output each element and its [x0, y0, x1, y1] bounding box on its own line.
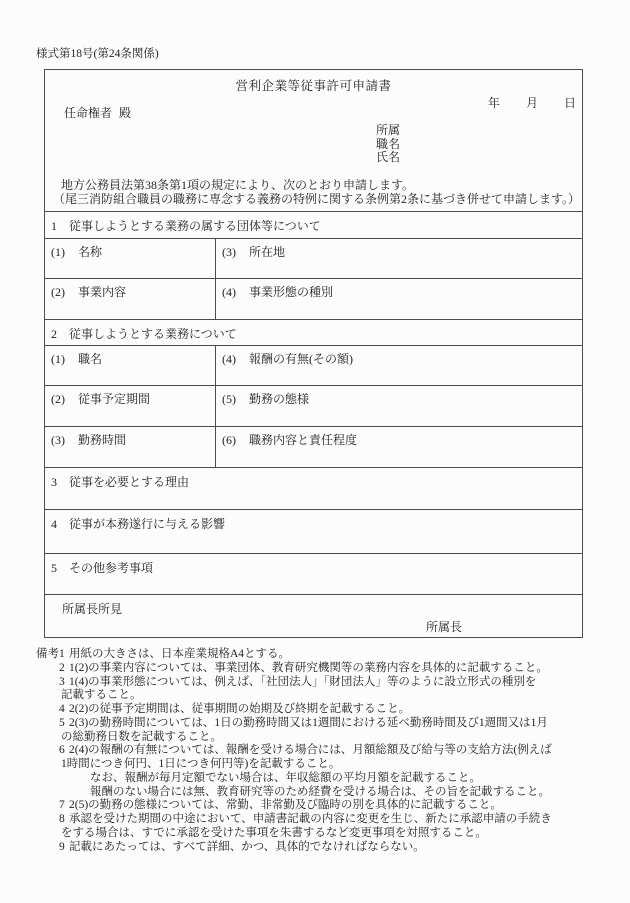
note-line: [36, 662, 622, 676]
section1-row1: [45, 238, 582, 278]
applicant-name-label: 氏名: [376, 150, 401, 164]
addressee-honorific: 殿: [119, 106, 132, 120]
date-day-label: 日: [563, 96, 576, 110]
note-line: [36, 772, 622, 786]
note-text: 1(2)の事業内容については、事業団体、教育研究機関等の業務内容を具体的に記載すること。: [69, 661, 548, 674]
statement: [53, 178, 581, 206]
field-business-type-cell: [216, 279, 582, 319]
field-label: 名称: [78, 245, 103, 259]
note-text: をする場合は、すでに承認を受けた事項を朱書するなど変更事項を対照すること。: [61, 826, 487, 839]
note-line: [36, 813, 622, 827]
note-text: 記載にあたっては、すべて詳細、かつ、具体的でなければならない。: [69, 840, 425, 853]
note-text: 報酬のない場合には無、教育研究等のため経費を受ける場合は、その旨を記載すること。: [90, 785, 550, 798]
field-address-cell: [216, 239, 582, 278]
field-label: 職名: [78, 352, 103, 366]
form-code: 様式第18号(第24条関係): [36, 48, 159, 60]
form-box: [44, 69, 583, 638]
note-number: 6: [59, 744, 65, 757]
addressee-title: 任命権者: [64, 106, 113, 120]
note-line: [36, 717, 622, 731]
note-number: 4: [59, 703, 65, 715]
field-remuneration-cell: [216, 346, 582, 385]
field-label: 従事予定期間: [78, 392, 151, 406]
field-business-content-cell: [45, 279, 216, 319]
note-number: 7: [59, 799, 65, 812]
field-label: 勤務の態様: [249, 392, 310, 406]
notes-label: 備考: [36, 648, 59, 660]
field-number: (5): [222, 392, 236, 406]
note-line: [36, 841, 622, 855]
addressee-line: [64, 104, 131, 121]
note-line: [36, 799, 622, 813]
field-label: 事業形態の種別: [249, 285, 334, 299]
field-job-title-cell: [45, 346, 216, 385]
note-text: なお、報酬が毎月定額でない場合は、年収総額の平均月額を記載すること。: [90, 771, 481, 784]
field-label: 所在地: [249, 245, 286, 259]
date-year-label: 年: [487, 96, 500, 110]
form-title: 営利企業等従事許可申請書: [235, 79, 392, 93]
field-work-style-cell: [216, 386, 582, 426]
note-number: 3: [59, 675, 65, 688]
note-text: 承認を受けた期間の中途において、申請書記載の内容に変更を生じ、新たに承認申請の手続き: [69, 813, 552, 825]
field-label: 事業内容: [78, 285, 127, 299]
note-line: [36, 827, 622, 841]
field-number: (1): [51, 352, 65, 366]
field-number: (4): [222, 285, 236, 299]
date-line: [488, 94, 576, 111]
note-number: 5: [59, 716, 65, 729]
section1-heading: 1 従事しようとする業務の属する団体等について: [45, 211, 582, 238]
applicant-affiliation-label: 所属: [376, 123, 401, 137]
note-line: [36, 676, 622, 690]
note-text: 1(4)の事業形態については、例えば、「社団法人」「財団法人」等のように設立形式の種別を: [69, 675, 537, 688]
note-text: 1時間につき何円、1日につき何円等)を記載すること。: [61, 758, 341, 770]
field-name-cell: [45, 239, 216, 278]
note-text: 記載すること。: [61, 689, 142, 702]
note-line: [36, 758, 622, 772]
date-month-label: 月: [525, 96, 538, 110]
section2-row3: [45, 426, 582, 467]
note-text: 2(2)の従事予定期間は、従事期間の始期及び終期を記載すること。: [69, 703, 411, 715]
statement-line1: 地方公務員法第38条第1項の規定により、次のとおり申請します。: [61, 178, 415, 192]
note-text: の総勤務日数を記載すること。: [61, 730, 222, 743]
note-number: 2: [59, 661, 65, 674]
field-label: 勤務時間: [78, 433, 127, 447]
note-text: 用紙の大きさは、日本産業規格A4とする。: [69, 648, 291, 660]
note-line: [36, 703, 622, 717]
form-header: [45, 70, 582, 211]
note-number: 9: [59, 840, 65, 853]
field-number: (6): [222, 433, 236, 447]
supervisor-opinion-label: 所属長所見: [62, 602, 123, 616]
field-number: (1): [51, 245, 65, 259]
note-text: 2(4)の報酬の有無については、報酬を受ける場合には、月額総額及び給与等の支給方法(例えば: [69, 744, 552, 757]
section2-row2: [45, 385, 582, 426]
note-line: [36, 786, 622, 800]
note-text: 2(5)の勤務の態様については、常勤、非常勤及び臨時の別を具体的に記載すること。: [69, 799, 502, 812]
field-number: (2): [51, 285, 65, 299]
field-number: (2): [51, 392, 65, 406]
note-line: [36, 744, 622, 758]
section4-impact: 4 従事が本務遂行に与える影響: [45, 509, 582, 553]
field-working-hours-cell: [45, 427, 216, 467]
supervisor-signature-label: 所属長: [426, 620, 463, 634]
field-number: (3): [51, 433, 65, 447]
applicant-position-label: 職名: [376, 136, 401, 151]
field-label: 職務内容と責任程度: [249, 433, 358, 447]
note-number: 1: [59, 648, 65, 660]
note-text: 2(3)の勤務時間については、1日の勤務時間又は1週間における延べ勤務時間及び1週間又は1月: [69, 716, 548, 729]
note-number: 8: [59, 813, 65, 825]
section2-heading: 2 従事しようとする業務について: [45, 319, 582, 345]
field-label: 報酬の有無(その額): [249, 352, 353, 366]
note-line: [36, 689, 622, 703]
section3-reason: 3 従事を必要とする理由: [45, 467, 582, 509]
applicant-block: [376, 124, 400, 165]
field-duty-responsibility-cell: [216, 427, 582, 467]
section5-other: 5 その他参考事項: [45, 553, 582, 594]
field-number: (4): [222, 352, 236, 366]
note-line: [36, 648, 622, 662]
statement-line2: （尾三消防組合職員の職務に専念する義務の特例に関する条例第2条に基づき併せて申請します。）: [53, 192, 581, 206]
field-number: (3): [222, 245, 236, 259]
notes-block: [36, 648, 622, 854]
supervisor-opinion-section: [45, 594, 582, 639]
note-line: [36, 731, 622, 745]
section2-row1: [45, 345, 582, 385]
field-engagement-period-cell: [45, 386, 216, 426]
section1-row2: [45, 278, 582, 319]
